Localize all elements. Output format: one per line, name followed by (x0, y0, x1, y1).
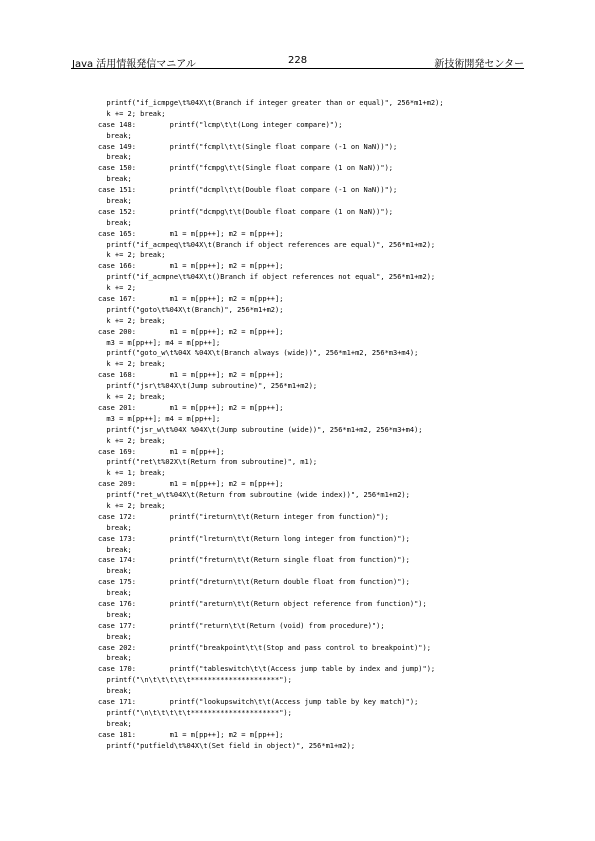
code-line: case 149: printf("fcmpl\t\t(Single float compare (-1 on NaN))"); (98, 142, 398, 151)
code-line: case 167: m1 = m[pp++]; m2 = m[pp++]; (98, 295, 284, 304)
code-line: printf("if_icmpge\t%04X\t(Branch if integer greater than or equal)", 256*m1+m2); (98, 99, 444, 107)
running-header-organization: 新技術開発センター (434, 59, 524, 70)
code-line: k += 1; break; (98, 469, 166, 478)
code-line: break; (98, 131, 132, 140)
code-line: case 165: m1 = m[pp++]; m2 = m[pp++]; (98, 229, 284, 238)
code-line: case 170: printf("tableswitch\t\t(Access jump table by index and jump)"); (98, 665, 436, 674)
code-line: case 169: m1 = m[pp++]; (98, 447, 225, 456)
code-line: case 148: printf("lcmp\t\t(Long integer compare)"); (98, 120, 343, 129)
code-line: break; (98, 567, 132, 576)
code-line: break; (98, 153, 132, 162)
running-header-title: Java 活用情報発信マニアル (72, 59, 196, 70)
code-line: m3 = m[pp++]; m4 = m[pp++]; (98, 338, 221, 347)
code-line: case 173: printf("lreturn\t\t(Return long integer from function)"); (98, 534, 410, 543)
code-line: k += 2; break; (98, 501, 166, 510)
code-line: k += 2; break; (98, 436, 166, 445)
code-line: case 177: printf("return\t\t(Return (void) from procedure)"); (98, 621, 385, 630)
code-line: k += 2; break; (98, 109, 166, 118)
header-rule (71, 68, 524, 69)
code-line: case 174: printf("freturn\t\t(Return single float from function)"); (98, 556, 410, 565)
code-line: case 209: m1 = m[pp++]; m2 = m[pp++]; (98, 480, 284, 489)
code-line: case 172: printf("ireturn\t\t(Return integer from function)"); (98, 512, 389, 521)
code-line: k += 2; break; (98, 316, 166, 325)
page-number: 228 (288, 55, 308, 66)
code-listing (98, 98, 444, 751)
code-line: printf("\n\t\t\t\t\t*********************"); (98, 708, 292, 717)
code-line: case 152: printf("dcmpg\t\t(Double float compare (1 on NaN))"); (98, 207, 394, 216)
code-line: printf("goto\t%04X\t(Branch)", 256*m1+m2); (98, 305, 284, 314)
code-line: break; (98, 545, 132, 554)
code-line: printf("putfield\t%04X\t(Set field in object)", 256*m1+m2); (98, 741, 356, 750)
code-line: break; (98, 197, 132, 206)
code-line: printf("jsr\t%04X\t(Jump subroutine)", 256*m1+m2); (98, 382, 318, 391)
code-line: k += 2; break; (98, 251, 166, 260)
code-line: printf("goto_w\t%04X %04X\t(Branch always (wide))", 256*m1+m2, 256*m3+m4); (98, 349, 419, 358)
code-line: break; (98, 654, 132, 663)
code-line: break; (98, 719, 132, 728)
code-line: case 176: printf("areturn\t\t(Return object reference from function)"); (98, 599, 427, 608)
code-line: case 166: m1 = m[pp++]; m2 = m[pp++]; (98, 262, 284, 271)
code-line: case 175: printf("dreturn\t\t(Return double float from function)"); (98, 578, 410, 587)
code-line: printf("if_acmpeq\t%04X\t(Branch if object references are equal)", 256*m1+m2); (98, 240, 436, 249)
code-line: k += 2; break; (98, 360, 166, 369)
code-line: break; (98, 218, 132, 227)
code-line: break; (98, 175, 132, 184)
code-line: break; (98, 687, 132, 696)
code-line: case 150: printf("fcmpg\t\t(Single float compare (1 on NaN))"); (98, 164, 394, 173)
code-line: break; (98, 589, 132, 598)
code-line: m3 = m[pp++]; m4 = m[pp++]; (98, 414, 221, 423)
code-line: case 151: printf("dcmpl\t\t(Double float compare (-1 on NaN))"); (98, 186, 398, 195)
code-line: break; (98, 523, 132, 532)
code-line: printf("ret\t%02X\t(Return from subroutine)", m1); (98, 458, 318, 467)
code-line: k += 2; (98, 284, 136, 293)
code-line: case 201: m1 = m[pp++]; m2 = m[pp++]; (98, 403, 284, 412)
code-line: k += 2; break; (98, 393, 166, 402)
code-line: printf("\n\t\t\t\t\t*********************"); (98, 676, 292, 685)
code-line: case 171: printf("lookupswitch\t\t(Access jump table by key match)"); (98, 697, 419, 706)
code-line: printf("jsr_w\t%04X %04X\t(Jump subroutine (wide))", 256*m1+m2, 256*m3+m4); (98, 425, 423, 434)
code-line: case 200: m1 = m[pp++]; m2 = m[pp++]; (98, 327, 284, 336)
code-line: case 181: m1 = m[pp++]; m2 = m[pp++]; (98, 730, 284, 739)
code-line: break; (98, 632, 132, 641)
code-line: printf("ret_w\t%04X\t(Return from subroutine (wide index))", 256*m1+m2); (98, 491, 410, 500)
code-line: printf("if_acmpne\t%04X\t()Branch if object references not equal", 256*m1+m2); (98, 273, 436, 282)
code-line: case 168: m1 = m[pp++]; m2 = m[pp++]; (98, 371, 284, 380)
code-line: break; (98, 610, 132, 619)
code-line: case 202: printf("breakpoint\t\t(Stop and pass control to breakpoint)"); (98, 643, 431, 652)
